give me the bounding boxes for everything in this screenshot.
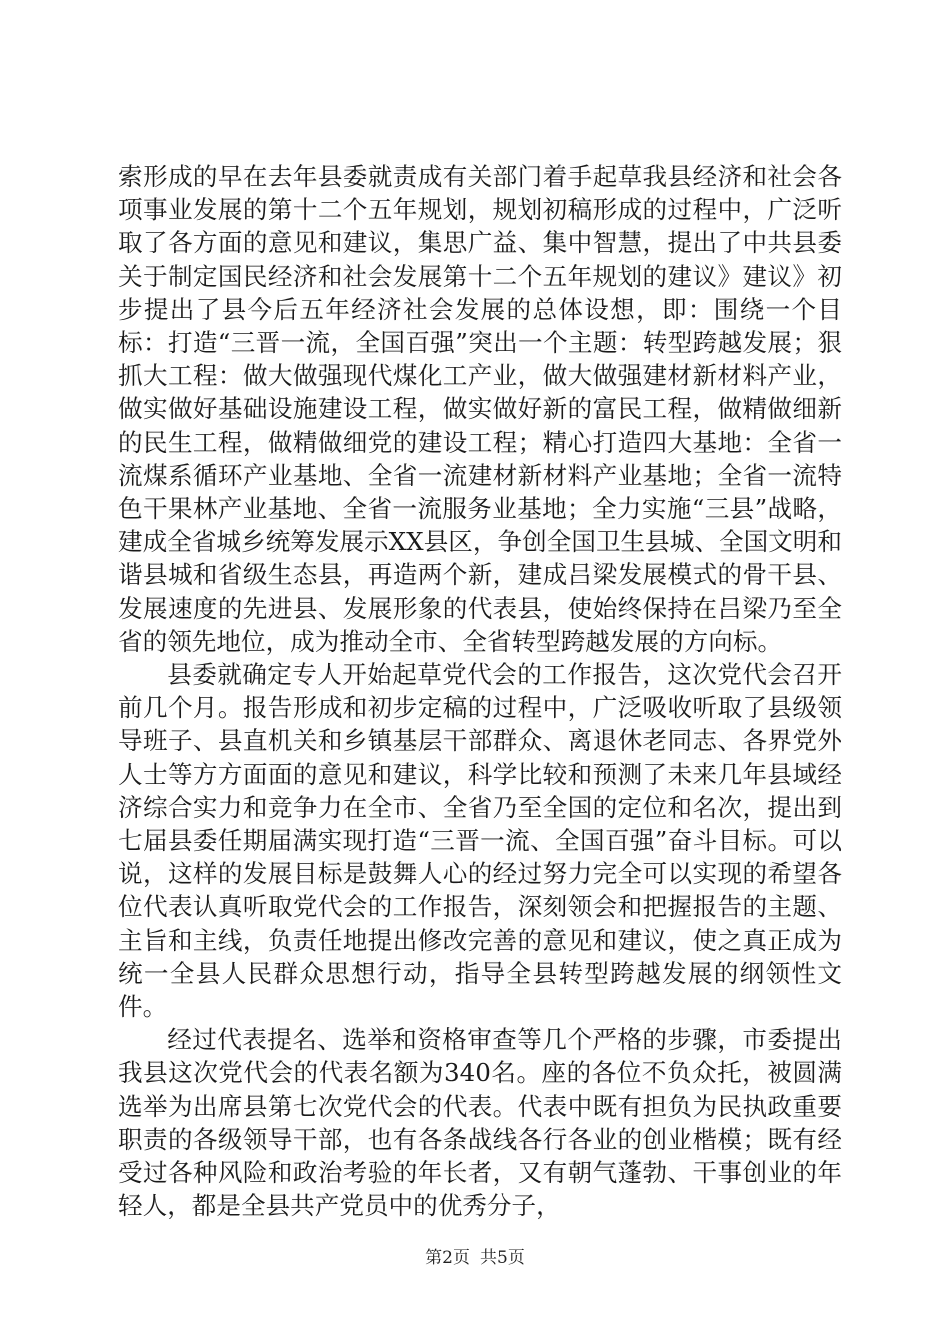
page-total: 共5页 bbox=[480, 1248, 525, 1268]
paragraph-2: 县委就确定专人开始起草党代会的工作报告，这次党代会召开前几个月。报告形成和初步定稿的过程中，广泛吸收听取了县级领导班子、县直机关和乡镇基层干部群众、离退休老同志、各界党外人士等方方面面的意见和建议，科学比较和预测了未来几年县域经济综合实力和竞争力在全市、全省乃至全国的定位和名次，提出到七届县委任期届满实现打造“三晋一流、全国百强”奋斗目标。可以说，这样的发展目标是鼓舞人心的经过努力完全可以实现的希望各位代表认真听取党代会的工作报告，深刻领会和把握报告的主题、主旨和主线，负责任地提出修改完善的意见和建议，使之真正成为统一全县人民群众思想行动，指导全县转型跨越发展的纲领性文件。 bbox=[118, 660, 842, 1022]
document-body bbox=[118, 160, 842, 1223]
page-number: 第2页 bbox=[425, 1248, 470, 1268]
paragraph-3: 经过代表提名、选举和资格审查等几个严格的步骤，市委提出我县这次党代会的代表名额为340名。座的各位不负众托，被圆满选举为出席县第七次党代会的代表。代表中既有担负为民执政重要职责的各级领导干部，也有各条战线各行各业的创业楷模；既有经受过各种风险和政治考验的年长者，又有朝气蓬勃、干事创业的年轻人，都是全县共产党员中的优秀分子， bbox=[118, 1025, 842, 1221]
page-footer bbox=[0, 1247, 950, 1269]
paragraph-1: 索形成的早在去年县委就责成有关部门着手起草我县经济和社会各项事业发展的第十二个五年规划，规划初稿形成的过程中，广泛听取了各方面的意见和建议，集思广益、集中智慧，提出了中共县委关于制定国民经济和社会发展第十二个五年规划的建议》建议》初步提出了县今后五年经济社会发展的总体设想，即：围绕一个目标：打造“三晋一流，全国百强”突出一个主题：转型跨越发展；狠抓大工程：做大做强现代煤化工产业，做大做强建材新材料产业，做实做好基础设施建设工程，做实做好新的富民工程，做精做细新的民生工程，做精做细党的建设工程；精心打造四大基地：全省一流煤系循环产业基地、全省一流建材新材料产业基地；全省一流特色干果林产业基地、全省一流服务业基地；全力实施“三县”战略，建成全省城乡统筹发展示XX县区，争创全国卫生县城、全国文明和谐县城和省级生态县，再造两个新，建成吕梁发展模式的骨干县、发展速度的先进县、发展形象的代表县，使始终保持在吕梁乃至全省的领先地位，成为推动全市、全省转型跨越发展的方向标。 bbox=[118, 162, 842, 656]
